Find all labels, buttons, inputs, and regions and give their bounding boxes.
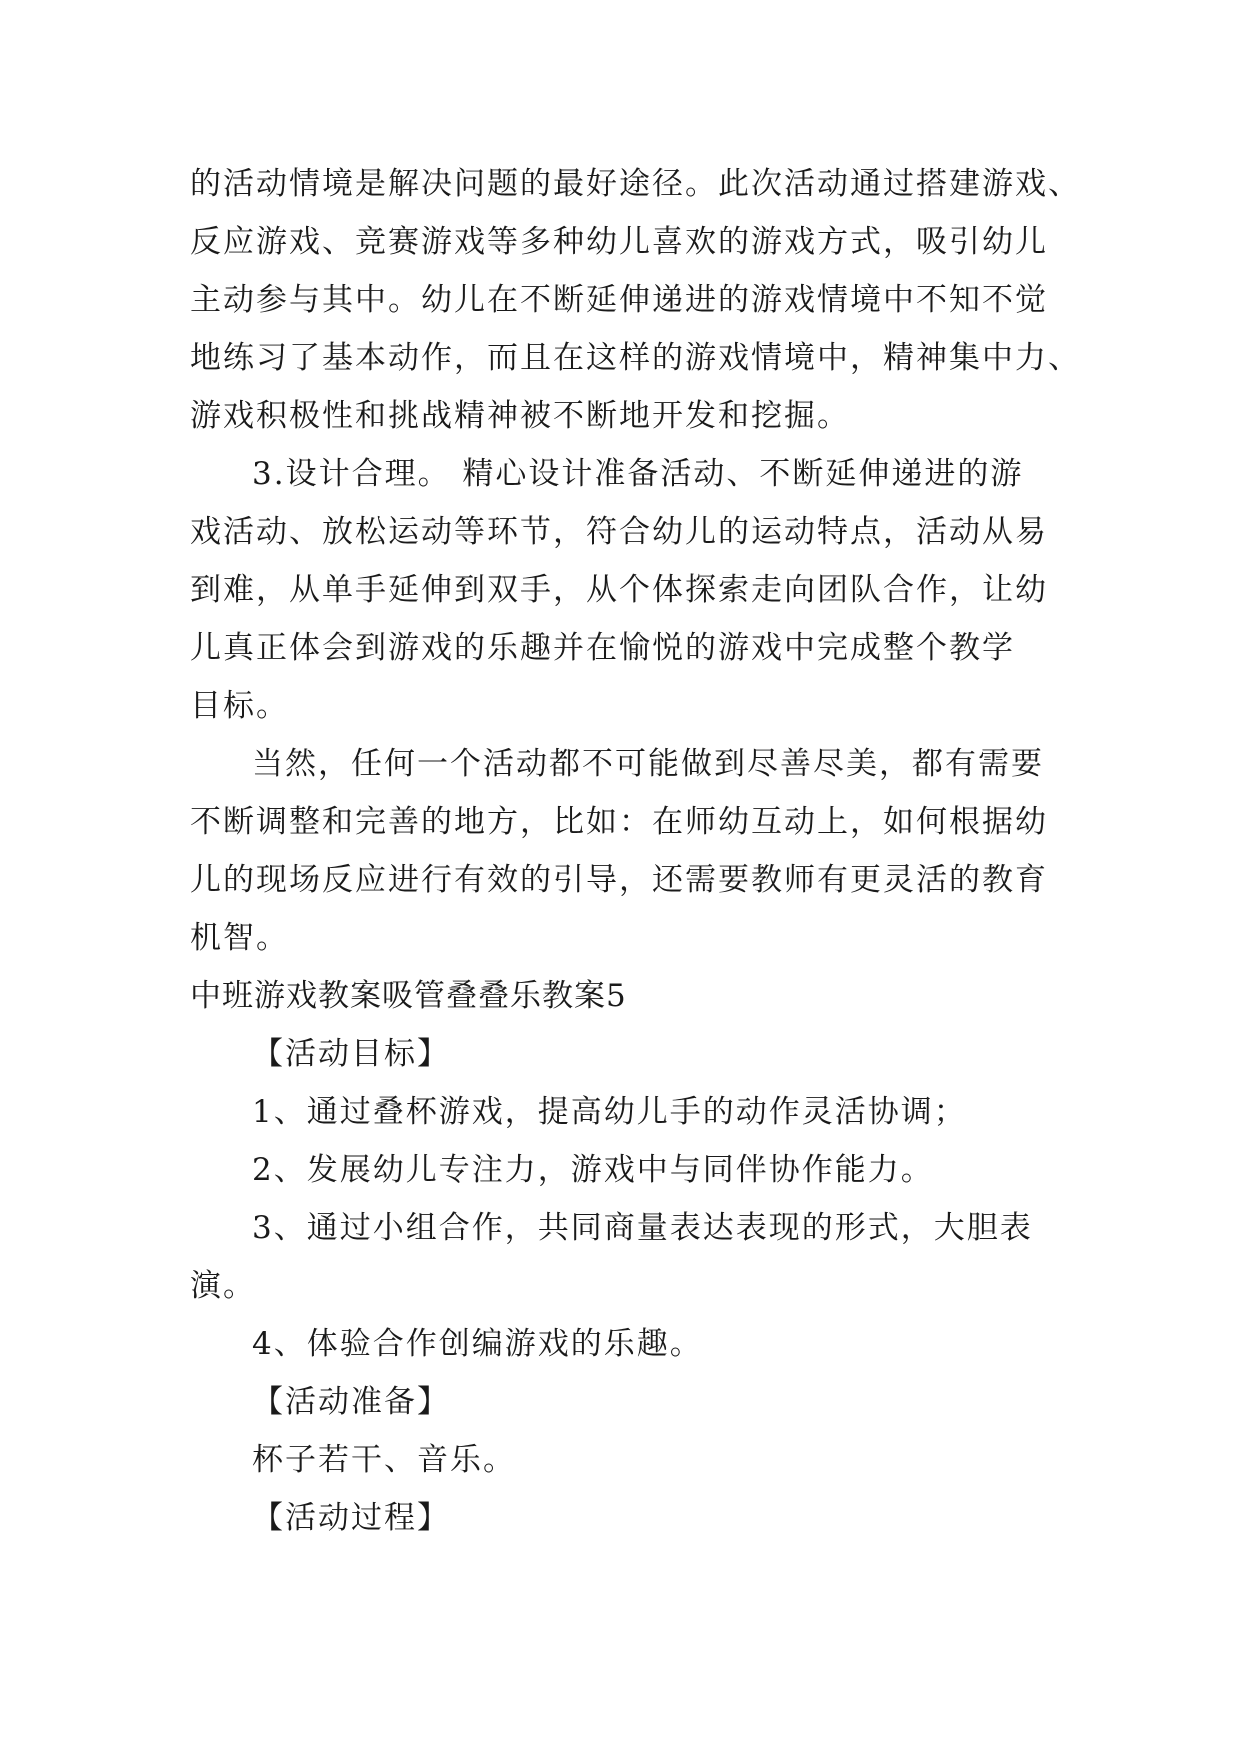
paragraph-line: 当然，任何一个活动都不可能做到尽善尽美，都有需要 [252,746,1044,782]
paragraph-line: 主动参与其中。幼儿在不断延伸递进的游戏情境中不知不觉 [190,282,1048,318]
paragraph-line: 不断调整和完善的地方，比如：在师幼互动上，如何根据幼 [190,804,1048,840]
list-item: 2、发展幼儿专注力，游戏中与同伴协作能力。 [252,1152,934,1188]
paragraph-line: 游戏积极性和挑战精神被不断地开发和挖掘。 [190,398,850,434]
paragraph-line: 3.设计合理。 精心设计准备活动、不断延伸递进的游 [252,456,1024,492]
subheading-activity-process: 【活动过程】 [252,1500,450,1536]
list-item: 4、体验合作创编游戏的乐趣。 [252,1326,703,1362]
paragraph-line: 儿真正体会到游戏的乐趣并在愉悦的游戏中完成整个教学 [190,630,1015,666]
section-title: 中班游戏教案吸管叠叠乐教案5 [190,978,627,1014]
subheading-activity-preparation: 【活动准备】 [252,1384,450,1420]
paragraph-line: 机智。 [190,920,289,956]
paragraph-line: 反应游戏、竞赛游戏等多种幼儿喜欢的游戏方式，吸引幼儿 [190,224,1048,260]
list-item-continuation: 演。 [190,1268,256,1304]
list-item: 3、通过小组合作，共同商量表达表现的形式，大胆表 [252,1210,1033,1246]
paragraph-line: 到难，从单手延伸到双手，从个体探索走向团队合作，让幼 [190,572,1048,608]
paragraph-line: 儿的现场反应进行有效的引导，还需要教师有更灵活的教育 [190,862,1048,898]
paragraph-line: 地练习了基本动作，而且在这样的游戏情境中，精神集中力、 [190,340,1081,376]
paragraph-line: 目标。 [190,688,289,724]
paragraph-line: 的活动情境是解决问题的最好途径。此次活动通过搭建游戏、 [190,166,1081,202]
paragraph-line: 杯子若干、音乐。 [252,1442,516,1478]
subheading-activity-goals: 【活动目标】 [252,1036,450,1072]
paragraph-line: 戏活动、放松运动等环节，符合幼儿的运动特点，活动从易 [190,514,1048,550]
list-item: 1、通过叠杯游戏，提高幼儿手的动作灵活协调； [252,1094,967,1130]
